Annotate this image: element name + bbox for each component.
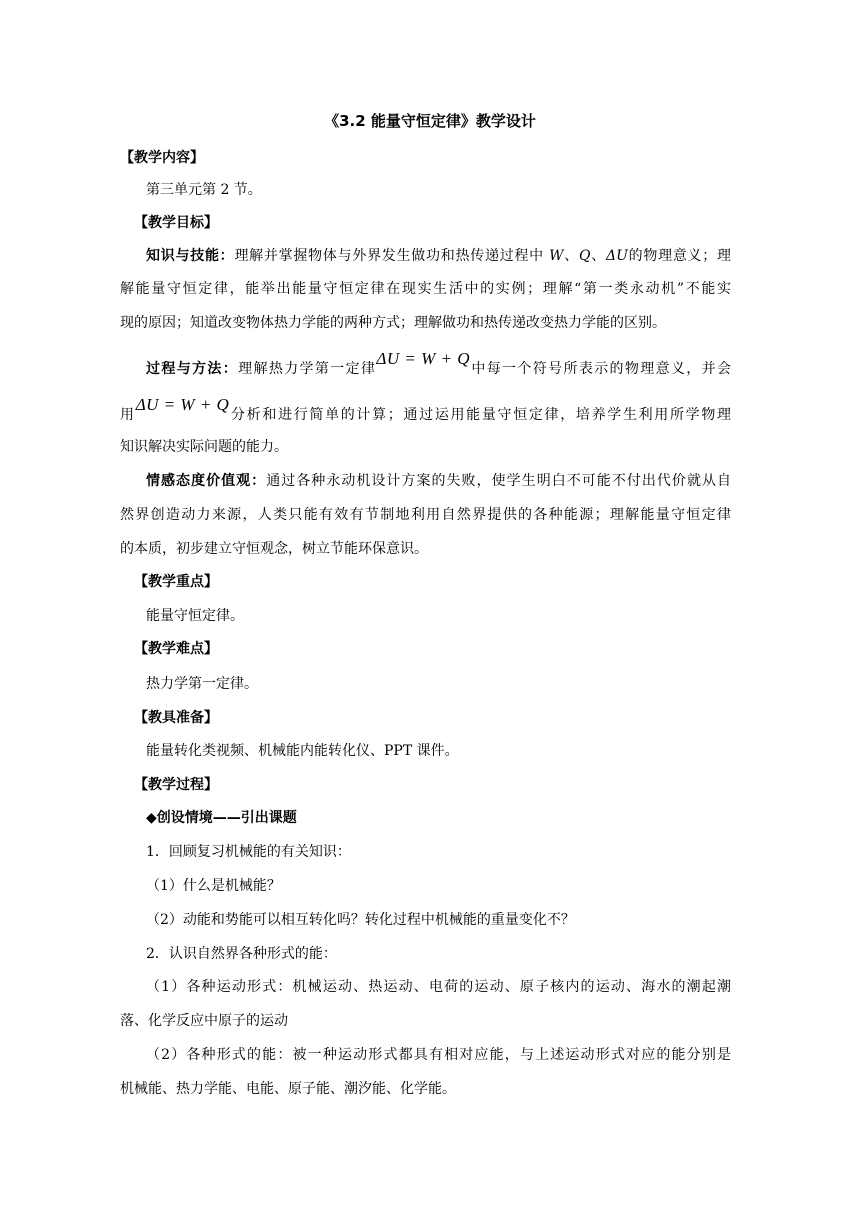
section-heading-content: 【教学内容】 [120, 150, 204, 166]
list-item-2: 2．认识自然界各种形式的能： [146, 946, 337, 962]
emotion-text: 通过各种永动机设计方案的失败，使学生明白不可能不付出代价就从自 [266, 473, 732, 489]
symbol-q: Q [578, 248, 591, 264]
list-item-2-1-line-2: 落、化学反应中原子的运动 [120, 1013, 288, 1029]
process-line-2 [120, 395, 732, 425]
emotion-line-2: 然界创造动力来源，人类只能有效有节制地利用自然界提供的各种能源；理解能量守恒定律 [120, 507, 731, 523]
document-title: 《3.2 能量守恒定律》教学设计 [324, 112, 536, 130]
process-line-3: 知识解决实际问题的能力。 [120, 439, 288, 455]
knowledge-text: 理解并掌握物体与外界发生做功和热传递过程中 [234, 248, 550, 264]
list-item-1-2: （2）动能和势能可以相互转化吗？转化过程中机械能的重量变化不？ [146, 912, 575, 928]
section-heading-goals: 【教学目标】 [134, 215, 218, 231]
process-text: 理解热力学第一定律 [238, 361, 377, 377]
knowledge-label: 知识与技能： [146, 248, 235, 264]
knowledge-text: 的物理意义；理 [627, 248, 732, 264]
key-text: 能量守恒定律。 [146, 608, 244, 624]
emotion-line-1 [146, 471, 731, 491]
list-item-2-1-line-1: （1）各种运动形式：机械运动、热运动、电荷的运动、原子核内的运动、海水的潮起潮 [146, 979, 731, 995]
section-heading-process: 【教学过程】 [134, 777, 218, 793]
equation-first-law: ΔU = W + Q [135, 395, 230, 414]
equation-first-law: ΔU = W + Q [376, 349, 470, 368]
content-text: 第三单元第 2 节。 [146, 182, 262, 198]
section-heading-key: 【教学重点】 [134, 574, 218, 590]
process-line-1 [146, 349, 732, 379]
subsection-heading: ◆创设情境——引出课题 [146, 810, 297, 826]
process-text: 中每一个符号所表示的物理意义，并会 [469, 361, 732, 377]
knowledge-line-2: 解能量守恒定律，能举出能量守恒定律在现实生活中的实例；理解“第一类永动机”不能实 [120, 281, 731, 297]
list-item-1-1: （1）什么是机械能？ [146, 878, 281, 894]
list-item-2-2-line-2: 机械能、热力学能、电能、原子能、潮汐能、化学能。 [120, 1081, 456, 1097]
symbol-w: W [549, 248, 564, 264]
knowledge-line-1 [146, 246, 731, 266]
emotion-label: 情感态度价值观： [146, 473, 267, 489]
knowledge-line-3: 现的原因；知道改变物体热力学能的两种方式；理解做功和热传递改变热力学能的区别。 [120, 315, 666, 331]
list-item-2-2-line-1: （2）各种形式的能：被一种运动形式都具有相对应能，与上述运动形式对应的能分别是 [146, 1047, 731, 1063]
separator: 、 [590, 248, 606, 264]
separator: 、 [563, 248, 579, 264]
list-item-1: 1．回顾复习机械能的有关知识： [146, 844, 351, 860]
process-label: 过程与方法： [146, 361, 239, 377]
tools-text: 能量转化类视频、机械能内能转化仪、PPT 课件。 [146, 743, 459, 759]
difficulty-text: 热力学第一定律。 [146, 676, 258, 692]
process-text: 用 [120, 407, 136, 423]
process-text: 分析和进行简单的计算；通过运用能量守恒定律，培养学生利用所学物理 [229, 407, 732, 423]
emotion-line-3: 的本质，初步建立守恒观念，树立节能环保意识。 [120, 541, 428, 557]
section-heading-difficulty: 【教学难点】 [134, 641, 218, 657]
section-heading-tools: 【教具准备】 [134, 710, 218, 726]
symbol-delta-u: ΔU [605, 248, 628, 264]
